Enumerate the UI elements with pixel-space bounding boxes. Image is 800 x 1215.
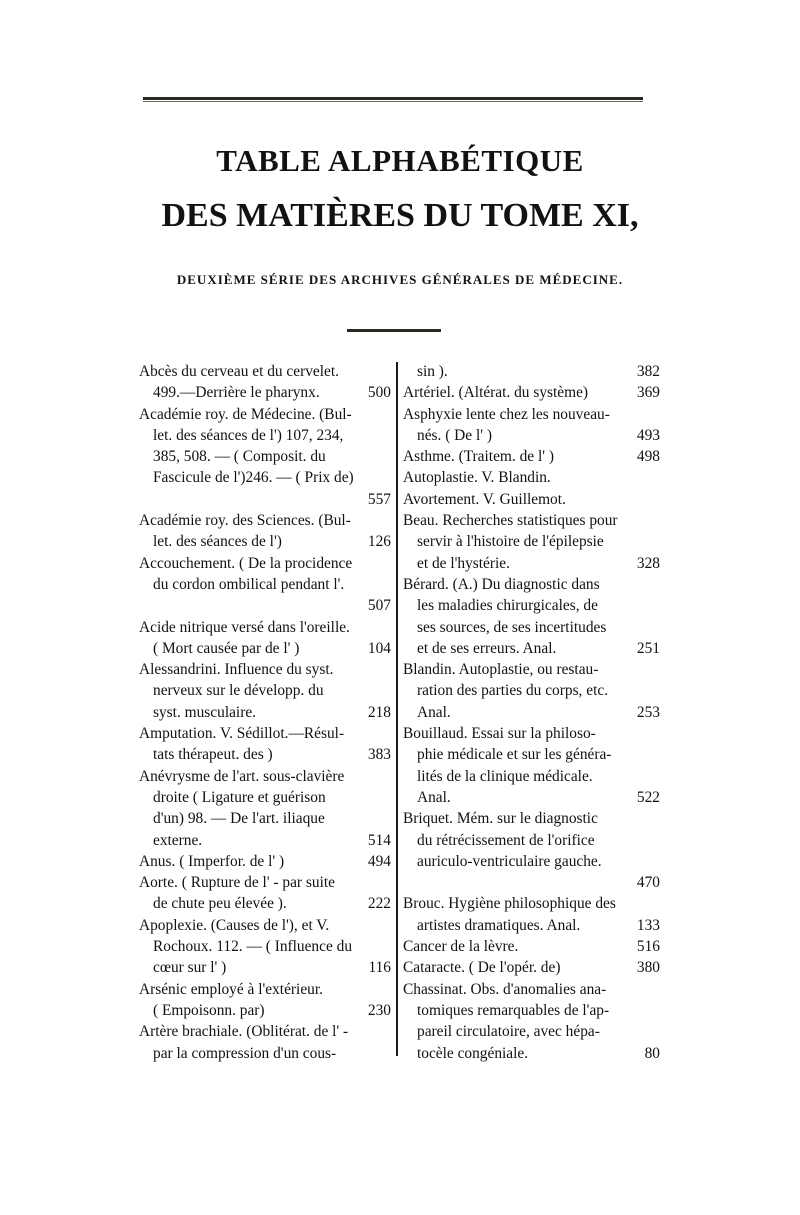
index-line: [403, 404, 660, 425]
index-entry-text: les maladies chirurgicales, de: [417, 597, 598, 615]
index-page-number: 222: [367, 895, 391, 913]
index-entry-text: Anal.: [417, 788, 451, 806]
index-entry-text: Accouchement. ( De la procidence: [139, 554, 353, 572]
index-entry-text: tocèle congéniale.: [417, 1044, 529, 1062]
index-line: [403, 957, 660, 978]
index-line: [139, 744, 391, 765]
index-line: [139, 510, 391, 531]
index-line: [403, 510, 660, 531]
index-page-number: 470: [636, 874, 660, 892]
index-entry-text: Brouc. Hygiène philosophique des: [403, 895, 616, 913]
index-entry-text: Asphyxie lente chez les nouveau-: [403, 405, 610, 423]
index-line: [139, 404, 391, 425]
index-line: [139, 851, 391, 872]
index-page-number: 80: [644, 1044, 660, 1062]
index-entry-text: Artère brachiale. (Oblitérat. de l' -: [139, 1023, 349, 1041]
index-line: [403, 638, 660, 659]
index-entry-text: Amputation. V. Sédillot.—Résul-: [139, 725, 345, 743]
index-line: [139, 617, 391, 638]
index-entry-text: auriculo-ventriculaire gauche.: [417, 852, 602, 870]
index-page-number: 126: [367, 533, 391, 551]
index-entry-text: artistes dramatiques. Anal.: [417, 916, 581, 934]
index-line: [139, 1021, 391, 1042]
index-entry-text: Anus. ( Imperfor. de l' ): [139, 852, 285, 870]
index-entry-text: 499.—Derrière le pharynx.: [153, 384, 320, 402]
index-entry-text: let. des séances de l') 107, 234,: [153, 426, 344, 444]
index-entry-text: Bouillaud. Essai sur la philoso-: [403, 725, 596, 743]
index-line: [139, 702, 391, 723]
index-entry-text: Académie roy. de Médecine. (Bul-: [139, 405, 352, 423]
index-line: [139, 872, 391, 893]
index-page-number: 557: [367, 490, 391, 508]
index-line: [139, 638, 391, 659]
index-line: [139, 553, 391, 574]
index-entry-text: du rétrécissement de l'orifice: [417, 831, 595, 849]
index-line: [403, 489, 660, 510]
index-entry-text: ration des parties du corps, etc.: [417, 682, 609, 700]
index-line: [403, 915, 660, 936]
index-line: [139, 830, 391, 851]
index-entry-text: Anévrysme de l'art. sous-clavière: [139, 767, 345, 785]
index-line: [403, 936, 660, 957]
index-line: [403, 787, 660, 808]
index-line: [403, 574, 660, 595]
index-entry-text: Cataracte. ( De l'opér. de): [403, 959, 561, 977]
index-entry-text: droite ( Ligature et guérison: [153, 788, 326, 806]
column-divider: [396, 362, 398, 1056]
index-entry-text: nerveux sur le développ. du: [153, 682, 324, 700]
index-line: [403, 702, 660, 723]
index-line: [139, 936, 391, 957]
index-line: [403, 446, 660, 467]
index-entry-text: Chassinat. Obs. d'anomalies ana-: [403, 980, 607, 998]
section-divider-rule: [347, 329, 441, 332]
index-line: [403, 830, 660, 851]
index-entry-text: Rochoux. 112. — ( Influence du: [153, 938, 353, 956]
index-line: [139, 915, 391, 936]
index-entry-text: cœur sur l' ): [153, 959, 227, 977]
index-entry-text: externe.: [153, 831, 203, 849]
index-line: [403, 531, 660, 552]
index-line: [403, 979, 660, 1000]
index-line: [139, 595, 391, 616]
index-line: [139, 425, 391, 446]
index-line: [403, 680, 660, 701]
index-page-number: 493: [636, 426, 660, 444]
index-line: [139, 489, 391, 510]
index-entry-text: Blandin. Autoplastie, ou restau-: [403, 661, 599, 679]
index-entry-text: servir à l'histoire de l'épilepsie: [417, 533, 604, 551]
index-line: [403, 1043, 660, 1064]
index-page-number: 522: [636, 788, 660, 806]
index-line: [139, 574, 391, 595]
index-page-number: 133: [636, 916, 660, 934]
index-line: [139, 979, 391, 1000]
index-entry-text: Avortement. V. Guillemot.: [403, 490, 566, 508]
index-page-number: 218: [367, 703, 391, 721]
index-entry-text: Aorte. ( Rupture de l' - par suite: [139, 874, 335, 892]
index-entry-text: Acide nitrique versé dans l'oreille.: [139, 618, 350, 636]
index-page-number: 494: [367, 852, 391, 870]
index-line: [403, 361, 660, 382]
index-entry-text: let. des séances de l'): [153, 533, 282, 551]
index-entry-text: d'un) 98. — De l'art. iliaque: [153, 810, 325, 828]
index-page-number: 383: [367, 746, 391, 764]
index-column-left: [139, 361, 391, 1064]
index-line: [403, 893, 660, 914]
index-entry-text: syst. musculaire.: [153, 703, 257, 721]
index-line: [403, 872, 660, 893]
index-line: [403, 659, 660, 680]
index-page-number: 507: [367, 597, 391, 615]
index-entry-text: tomiques remarquables de l'ap-: [417, 1001, 610, 1019]
index-entry-text: 385, 508. — ( Composit. du: [153, 448, 326, 466]
index-entry-text: Alessandrini. Influence du syst.: [139, 661, 334, 679]
index-entry-text: Apoplexie. (Causes de l'), et V.: [139, 916, 330, 934]
index-entry-text: Bérard. (A.) Du diagnostic dans: [403, 575, 600, 593]
index-page-number: 500: [367, 384, 391, 402]
index-line: [139, 893, 391, 914]
index-entry-text: Artériel. (Altérat. du système): [403, 384, 589, 402]
index-line: [403, 1021, 660, 1042]
index-line: [139, 659, 391, 680]
index-line: [139, 957, 391, 978]
index-entry-text: par la compression d'un cous-: [153, 1044, 337, 1062]
page-title-line-2: DES MATIÈRES DU TOME XI,: [161, 197, 639, 234]
index-line: [139, 787, 391, 808]
index-entry-text: et de l'hystérie.: [417, 554, 510, 572]
index-entry-text: Asthme. (Traitem. de l' ): [403, 448, 554, 466]
index-entry-text: nés. ( De l' ): [417, 426, 492, 444]
index-entry-text: ( Empoisonn. par): [153, 1001, 265, 1019]
index-line: [139, 1000, 391, 1021]
index-line: [403, 382, 660, 403]
index-entry-text: Cancer de la lèvre.: [403, 938, 519, 956]
index-line: [139, 766, 391, 787]
index-page-number: 253: [636, 703, 660, 721]
index-line: [139, 361, 391, 382]
index-line: [139, 467, 391, 488]
index-entry-text: lités de la clinique médicale.: [417, 767, 593, 785]
index-line: [403, 808, 660, 829]
index-page-number: 516: [636, 938, 660, 956]
index-line: [139, 382, 391, 403]
index-entry-text: Arsénic employé à l'extérieur.: [139, 980, 323, 998]
index-line: [403, 744, 660, 765]
index-page-number: 116: [368, 959, 391, 977]
index-line: [403, 851, 660, 872]
top-double-rule: [143, 97, 643, 100]
index-entry-text: Fascicule de l')246. — ( Prix de): [153, 469, 354, 487]
index-entry-text: Anal.: [417, 703, 451, 721]
index-page-number: 104: [367, 639, 391, 657]
index-entry-text: de chute peu élevée ).: [153, 895, 287, 913]
index-page-number: 230: [367, 1001, 391, 1019]
index-line: [139, 808, 391, 829]
index-line: [403, 1000, 660, 1021]
index-page-number: 251: [636, 639, 660, 657]
index-entry-text: Autoplastie. V. Blandin.: [403, 469, 551, 487]
index-entry-text: ses sources, de ses incertitudes: [417, 618, 607, 636]
index-entry-text: et de ses erreurs. Anal.: [417, 639, 557, 657]
index-line: [139, 680, 391, 701]
index-entry-text: du cordon ombilical pendant l'.: [153, 575, 345, 593]
index-page-number: 369: [636, 384, 660, 402]
index-line: [403, 766, 660, 787]
index-entry-text: pareil circulatoire, avec hépa-: [417, 1023, 600, 1041]
index-entry-text: Académie roy. des Sciences. (Bul-: [139, 512, 351, 530]
index-entry-text: Beau. Recherches statistiques pour: [403, 512, 618, 530]
index-column-right: [403, 361, 660, 1064]
index-line: [403, 553, 660, 574]
top-thin-rule: [143, 101, 643, 102]
index-line: [139, 531, 391, 552]
page-subtitle: DEUXIÈME SÉRIE DES ARCHIVES GÉNÉRALES DE MÉDECINE.: [176, 272, 624, 287]
index-entry-text: Abcès du cerveau et du cervelet.: [139, 363, 339, 380]
index-line: [403, 425, 660, 446]
index-page-number: 328: [636, 554, 660, 572]
index-line: [139, 1043, 391, 1064]
index-line: [403, 467, 660, 488]
index-line: [139, 446, 391, 467]
index-line: [403, 617, 660, 638]
index-line: [139, 723, 391, 744]
index-page-number: 514: [367, 831, 391, 849]
index-page-number: 380: [636, 959, 660, 977]
page-title-line-1: TABLE ALPHABÉTIQUE: [216, 143, 584, 178]
index-page-number: 498: [636, 448, 660, 466]
index-entry-text: ( Mort causée par de l' ): [153, 639, 300, 657]
index-entry-text: sin ).: [417, 363, 448, 380]
index-page-number: 382: [636, 363, 660, 380]
index-entry-text: tats thérapeut. des ): [153, 746, 273, 764]
index-entry-text: Briquet. Mém. sur le diagnostic: [403, 810, 598, 828]
index-entry-text: phie médicale et sur les généra-: [417, 746, 612, 764]
index-line: [403, 595, 660, 616]
index-line: [403, 723, 660, 744]
